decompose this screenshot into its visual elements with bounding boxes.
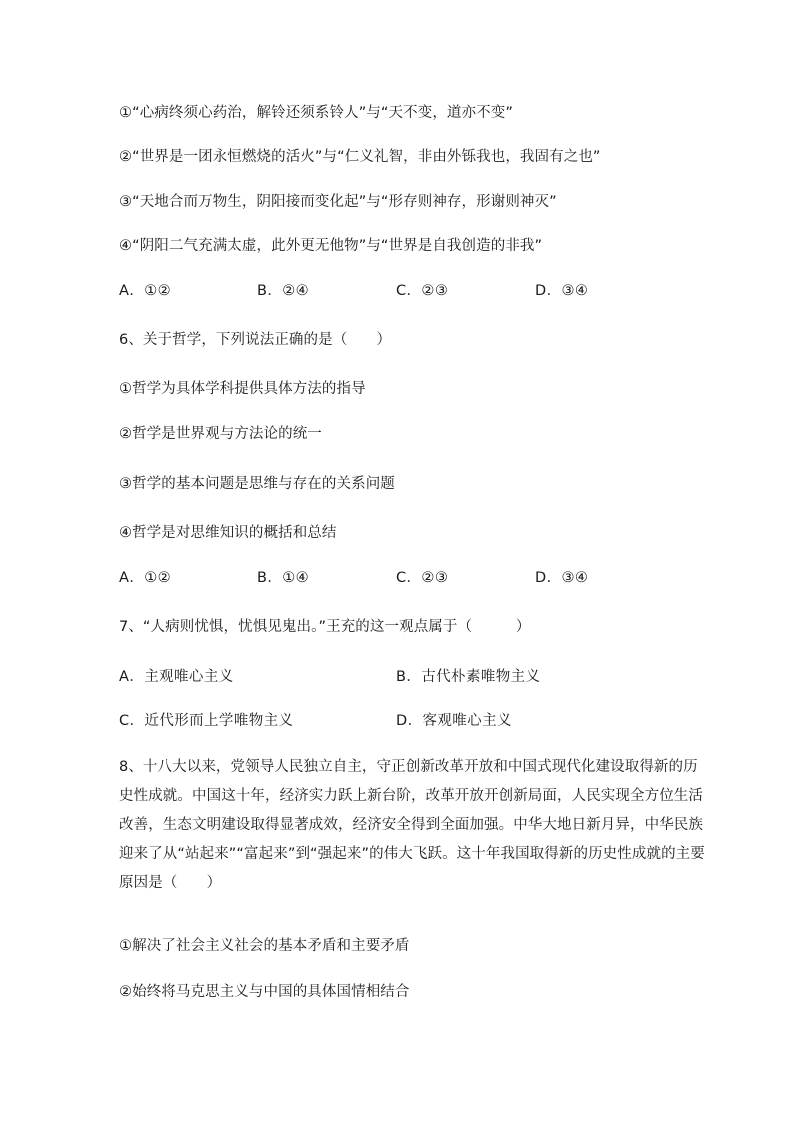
q5-item-3: ③“天地合而万物生，阴阳接而变化起”与“形存则神存，形谢则神灭” bbox=[119, 194, 557, 210]
q8-stem-line-5: 原因是（ ） bbox=[119, 875, 222, 891]
q6-item-1: ①哲学为具体学科提供具体方法的指导 bbox=[119, 381, 366, 397]
q5-item-1: ①“心病终须心药治，解铃还须系铃人”与“天不变，道亦不变” bbox=[119, 105, 513, 121]
q8-item-1: ①解决了社会主义社会的基本矛盾和主要矛盾 bbox=[119, 938, 410, 954]
q6-stem: 6、关于哲学，下列说法正确的是（ ） bbox=[119, 332, 392, 348]
q8-stem-line-2: 史性成就。中国这十年，经济实力跃上新台阶，改革开放开创新局面，人民实现全方位生活 bbox=[119, 788, 703, 804]
q5-option-a: A．①② bbox=[119, 283, 172, 299]
q6-item-4: ④哲学是对思维知识的概括和总结 bbox=[119, 525, 337, 541]
q8-stem-line-1: 8、十八大以来，党领导人民独立自主，守正创新改革开放和中国式现代化建设取得新的历 bbox=[119, 759, 698, 775]
q7-option-b: B．古代朴素唯物主义 bbox=[396, 669, 541, 685]
q5-option-c: C．②③ bbox=[396, 283, 449, 299]
q8-stem-line-3: 改善，生态文明建设取得显著成效，经济安全得到全面加强。中华大地日新月异，中华民族 bbox=[119, 817, 703, 833]
q5-item-4: ④“阴阳二气充满太虚，此外更无他物”与“世界是自我创造的非我” bbox=[119, 238, 543, 254]
q8-item-2: ②始终将马克思主义与中国的具体国情相结合 bbox=[119, 984, 410, 1000]
q7-stem: 7、“人病则忧惧，忧惧见鬼出。”王充的这一观点属于（ ） bbox=[119, 619, 531, 635]
q6-item-2: ②哲学是世界观与方法论的统一 bbox=[119, 426, 322, 442]
q7-option-a: A．主观唯心主义 bbox=[119, 669, 234, 685]
q8-stem bbox=[119, 753, 705, 898]
q5-option-d: D．③④ bbox=[535, 283, 589, 299]
q6-option-b: B．①④ bbox=[257, 570, 310, 586]
q6-option-a: A．①② bbox=[119, 570, 172, 586]
q5-item-2: ②“世界是一团永恒燃烧的活火”与“仁义礼智，非由外铄我也，我固有之也” bbox=[119, 149, 601, 165]
q5-option-b: B．②④ bbox=[257, 283, 310, 299]
q6-item-3: ③哲学的基本问题是思维与存在的关系问题 bbox=[119, 476, 395, 492]
q7-option-d: D．客观唯心主义 bbox=[396, 713, 512, 729]
q6-option-d: D．③④ bbox=[535, 570, 589, 586]
q8-stem-line-4: 迎来了从“站起来”“富起来”到“强起来”的伟大飞跃。这十年我国取得新的历史性成就的主要 bbox=[119, 846, 705, 862]
q6-option-c: C．②③ bbox=[396, 570, 449, 586]
q7-option-c: C．近代形而上学唯物主义 bbox=[119, 713, 294, 729]
